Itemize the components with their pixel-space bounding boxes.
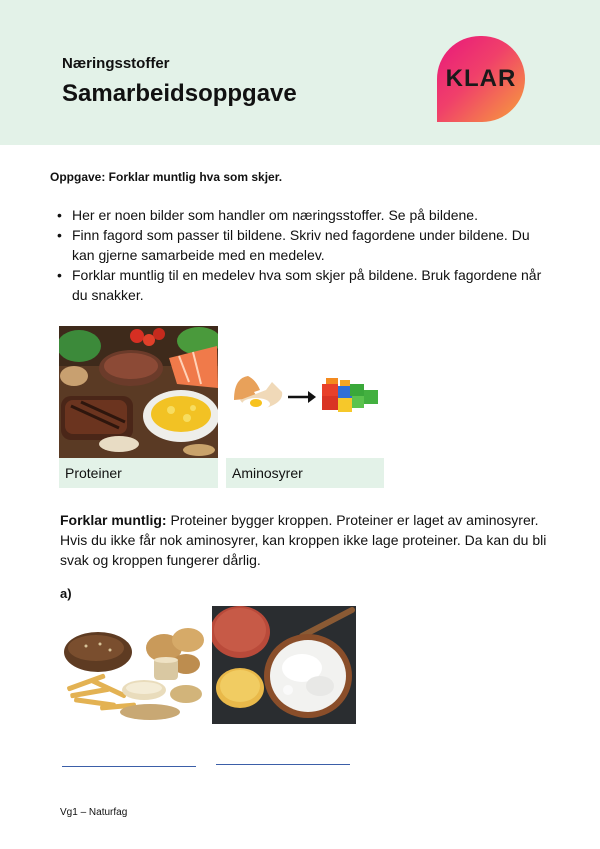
task-heading: Oppgave: Forklar muntlig hva som skjer. <box>50 170 283 184</box>
logo-text: KLAR <box>445 65 517 92</box>
protein-food-image <box>59 326 218 458</box>
klar-logo <box>437 36 525 122</box>
task-a-label: a) <box>60 586 72 601</box>
instruction-item: • Her er noen bilder som handler om næringsstoffer. Se på bildene. <box>56 205 556 225</box>
egg-to-blocks-image <box>226 370 386 420</box>
explanation-lead: Forklar muntlig: <box>60 512 167 528</box>
bread-grain-pasta-image <box>60 620 206 722</box>
page-title: Samarbeidsoppgave <box>62 80 297 107</box>
instruction-item: • Finn fagord som passer til bildene. Skriv ned fagordene under bildene. Du kan gjerne samarbeide med en medelev. <box>56 225 556 265</box>
answer-line-2[interactable] <box>216 764 350 765</box>
subject-label: Næringsstoffer <box>62 55 170 72</box>
footer-label: Vg1 – Naturfag <box>60 807 128 818</box>
potato-starch-image <box>212 606 356 724</box>
caption-proteiner: Proteiner <box>59 458 218 488</box>
instruction-list <box>56 205 556 305</box>
explanation-paragraph <box>60 510 550 570</box>
explanation-text: Proteiner bygger kroppen. Proteiner er laget av aminosyrer. Hvis du ikke får nok aminosyrer, kan kroppen ikke lage proteiner. Da kan du bli svak og kroppen fungerer dårlig. <box>60 512 547 568</box>
header-band <box>0 0 600 145</box>
instruction-item: • Forklar muntlig til en medelev hva som skjer på bildene. Bruk fagordene når du snakker. <box>56 265 556 305</box>
answer-line-1[interactable] <box>62 766 196 767</box>
caption-aminosyrer: Aminosyrer <box>226 458 384 488</box>
